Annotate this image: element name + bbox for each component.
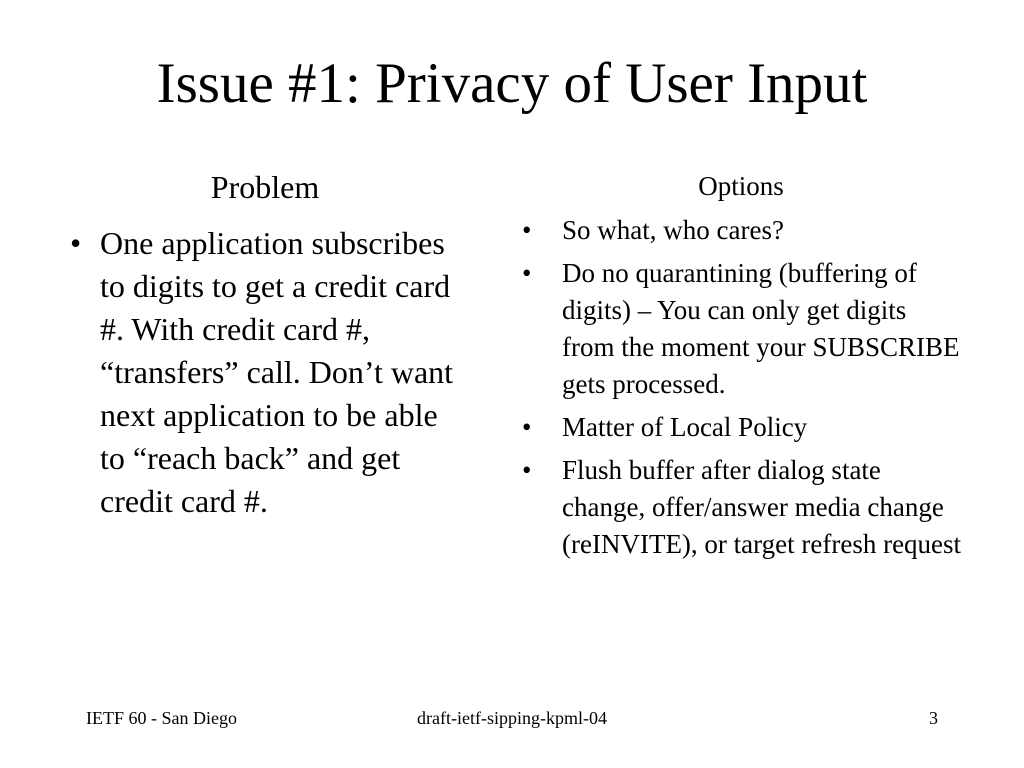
footer-draft-name: draft-ietf-sipping-kpml-04 — [417, 708, 607, 728]
options-bullet-text: Do no quarantining (buffering of digits) – You can only get digits from the moment your SUBSCRIBE gets processed. — [562, 258, 960, 399]
options-bullet-list — [522, 212, 962, 569]
problem-bullet-text: One application subscribes to digits to get a credit card #. With credit card #, “transfers” call. Don’t want next application to be able to “reach back” and get credit card #. — [100, 225, 454, 519]
options-bullet-text: Matter of Local Policy — [562, 412, 808, 442]
problem-heading: Problem — [210, 169, 320, 205]
bullet-icon: • — [522, 215, 532, 245]
problem-bullet-item — [70, 222, 470, 523]
options-bullet-item — [522, 212, 962, 249]
bullet-icon: • — [70, 225, 82, 261]
footer-event: IETF 60 - San Diego — [86, 708, 237, 728]
options-bullet-text: Flush buffer after dialog state change, offer/answer media change (reINVITE), or target refresh request — [562, 455, 962, 559]
bullet-icon: • — [522, 412, 532, 442]
options-bullet-item — [522, 409, 962, 446]
problem-bullet-list — [70, 222, 470, 523]
slide-title: Issue #1: Privacy of User Input — [156, 52, 868, 115]
options-bullet-item — [522, 452, 962, 563]
footer-page-number: 3 — [929, 708, 938, 728]
options-heading: Options — [698, 171, 784, 201]
options-bullet-item — [522, 255, 962, 403]
bullet-icon: • — [522, 258, 532, 288]
bullet-icon: • — [522, 455, 532, 485]
options-bullet-text: So what, who cares? — [562, 215, 784, 245]
